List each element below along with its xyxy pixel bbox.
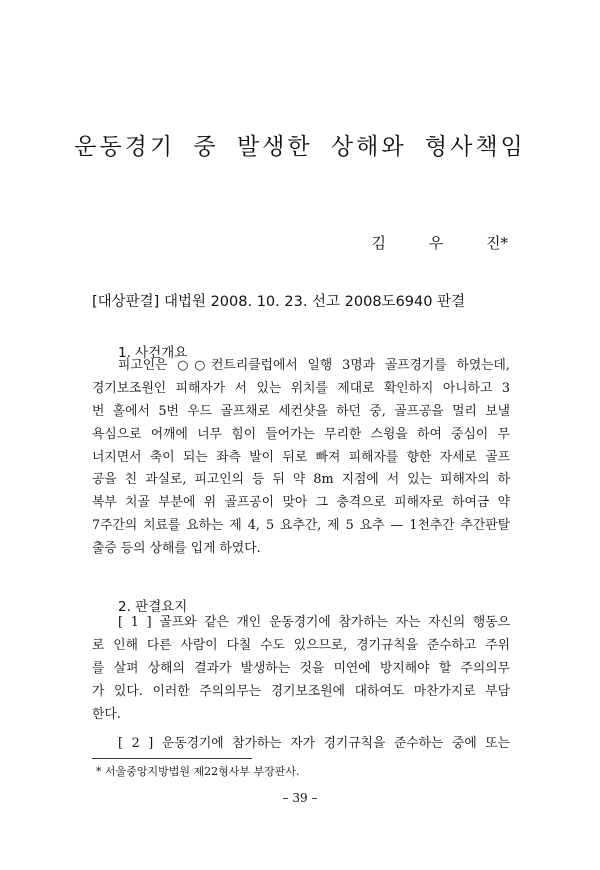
section-heading-judgment-summary: 2. 판결요지 (118, 599, 188, 615)
paragraph-line: 번 홀에서 5번 우드 골프채로 세컨샷을 하던 중, 골프공을 멀리 보낼 (92, 403, 510, 419)
paragraph-line: 7주간의 치료를 요하는 제 4, 5 요추간, 제 5 요추 — 1천추간 추간판탈 (92, 518, 510, 534)
page-number: – 39 – (282, 791, 318, 805)
footnote-divider (92, 758, 252, 759)
paragraph-line: 피고인은 ○○컨트리클럽에서 일행 3명과 골프경기를 하였는데, (118, 358, 510, 373)
section-heading-case-overview: 1. 사건개요 (118, 345, 188, 361)
paragraph-line: 욕심으로 어깨에 너무 힘이 들어가는 무리한 스윙을 하여 중심이 무 (92, 426, 510, 442)
paragraph-line: [ 1 ] 골프와 같은 개인 운동경기에 참가하는 자는 자신의 행동으 (118, 615, 510, 630)
paragraph-line: 한다. (92, 706, 121, 722)
paragraph-line: 로 인해 다른 사람이 다칠 수도 있으므로, 경기규칙을 준수하고 주위 (92, 637, 510, 653)
paragraph-line: 를 살펴 상해의 결과가 발생하는 것을 미연에 방지해야 할 주의의무 (92, 660, 510, 676)
case-overview-paragraph (92, 355, 510, 561)
case-reference: [대상판결] 대법원 2008. 10. 23. 선고 2008도6940 판결 (92, 294, 466, 310)
author-footnote: * 서울중앙지방법원 제22형사부 부장판사. (96, 765, 300, 778)
paragraph-line: 너지면서 축이 되는 좌측 발이 뒤로 빠져 피해자를 향한 자세로 골프 (92, 449, 510, 465)
paragraph-line: 공을 친 과실로, 피고인의 등 뒤 약 8m 지점에 서 있는 피해자의 하 (92, 472, 510, 488)
judgment-summary-paragraph-2 (92, 733, 510, 756)
paragraph-line: [ 2 ] 운동경기에 참가하는 자가 경기규칙을 준수하는 중에 또는 (118, 736, 510, 751)
article-title: 운동경기 중 발생한 상해와 형사책임 (74, 134, 526, 160)
paragraph-line: 출증 등의 상해를 입게 하였다. (92, 541, 261, 557)
paragraph-line: 가 있다. 이러한 주의의무는 경기보조원에 대하여도 마찬가지로 부담 (92, 683, 510, 699)
author-name: 김 우 진* (371, 234, 508, 252)
paragraph-line: 경기보조원인 피해자가 서 있는 위치를 제대로 확인하지 아니하고 3 (92, 380, 510, 396)
judgment-summary-paragraph-1 (92, 612, 510, 726)
paragraph-line: 복부 치골 부분에 위 골프공이 맞아 그 충격으로 피해자로 하여금 약 (92, 495, 510, 511)
